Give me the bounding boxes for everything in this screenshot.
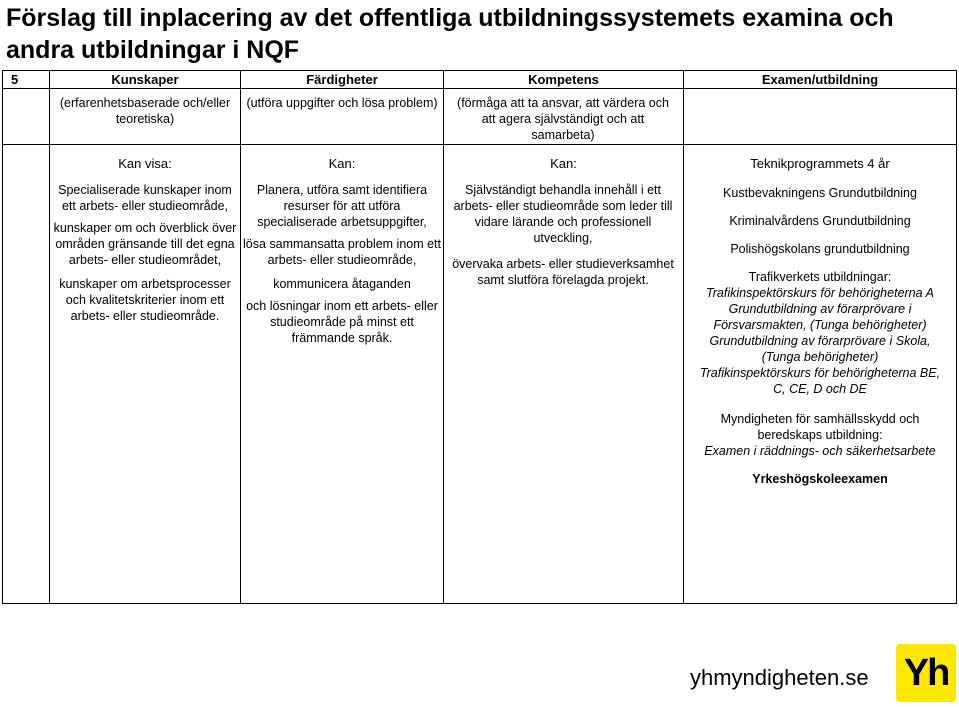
exam-item: Polishögskolans grundutbildning <box>730 242 910 256</box>
exam-item: Yrkeshögskoleexamen <box>752 472 888 486</box>
header-knowledge: Kunskaper <box>111 72 179 87</box>
exam-column <box>684 185 956 487</box>
column-divider <box>240 71 241 603</box>
lead-in-competence: Kan: <box>550 156 577 171</box>
yh-logo: Yh <box>896 644 956 702</box>
lead-in-knowledge: Kan visa: <box>118 156 172 171</box>
level-number: 5 <box>11 72 19 87</box>
knowledge-item: kunskaper om och överblick över områden gränsande till det egna arbets- eller studieområdet, <box>53 221 237 267</box>
skills-column <box>243 182 441 346</box>
footer-website: yhmyndigheten.se <box>690 665 869 690</box>
column-divider <box>49 71 50 603</box>
exam-item: Grundutbildning av förarprövare i Skola, <box>709 334 931 348</box>
exam-item: Examen i räddnings- och säkerhetsarbete <box>704 444 936 458</box>
row-divider <box>3 144 956 145</box>
lead-in-skills: Kan: <box>328 156 356 171</box>
row-divider <box>3 88 956 89</box>
exam-item: Myndigheten för samhällsskydd och <box>720 412 920 426</box>
header-skills: Färdigheter <box>306 72 378 87</box>
exam-item: Trafikinspektörskurs för behörigheterna A <box>706 286 934 300</box>
lead-in-exam: Teknikprogrammets 4 år <box>750 156 890 171</box>
skills-item: lösa sammansatta problem inom ett arbets- eller studieområde, <box>243 237 442 267</box>
competence-item: Självständigt behandla innehåll i ett arbets- eller studieområde som leder till vidare lärande och professionell utveckling, <box>453 183 673 245</box>
exam-item: beredskaps utbildning: <box>757 428 883 442</box>
knowledge-item: kunskaper om arbetsprocesser och kvalitetskriterier inom ett arbets- eller studieområde. <box>59 277 231 323</box>
subheader-competence: (förmåga att ta ansvar, att värdera och att agera självständigt och att samarbeta) <box>457 96 669 142</box>
skills-item: kommunicera åtaganden <box>273 277 411 291</box>
exam-item: (Tunga behörigheter) <box>761 350 879 364</box>
exam-item: Trafikverkets utbildningar: <box>748 270 892 284</box>
exam-item: Kustbevakningens Grundutbildning <box>723 186 917 200</box>
subheader-skills: (utföra uppgifter och lösa problem) <box>246 96 438 110</box>
competence-item: övervaka arbets- eller studieverksamhet samt slutföra förelagda projekt. <box>452 257 674 287</box>
column-divider <box>443 71 444 603</box>
header-competence: Kompetens <box>528 72 599 87</box>
exam-item: C, CE, D och DE <box>773 382 867 396</box>
exam-item: Grundutbildning av förarprövare i <box>728 302 912 316</box>
page-title: Förslag till inplacering av det offentliga utbildningssystemets examina och andra utbildningar i NQF <box>6 4 894 64</box>
exam-item: Trafikinspektörskurs för behörigheterna BE, <box>699 366 941 380</box>
exam-item: Försvarsmakten, (Tunga behörigheter) <box>713 318 927 332</box>
nqf-table <box>2 70 957 604</box>
knowledge-column <box>52 182 238 324</box>
skills-item: Planera, utföra samt identifiera resurser för att utföra specialiserade arbetsuppgifter, <box>256 183 428 229</box>
subheader-knowledge: (erfarenhetsbaserade och/eller teoretiska) <box>59 96 231 126</box>
skills-item: och lösningar inom ett arbets- eller studieområde på minst ett främmande språk. <box>246 299 438 345</box>
header-exam: Examen/utbildning <box>761 72 879 87</box>
exam-item: Kriminalvårdens Grundutbildning <box>729 214 911 228</box>
competence-column <box>447 182 679 288</box>
knowledge-item: Specialiserade kunskaper inom ett arbets- eller studieområde, <box>58 183 232 213</box>
